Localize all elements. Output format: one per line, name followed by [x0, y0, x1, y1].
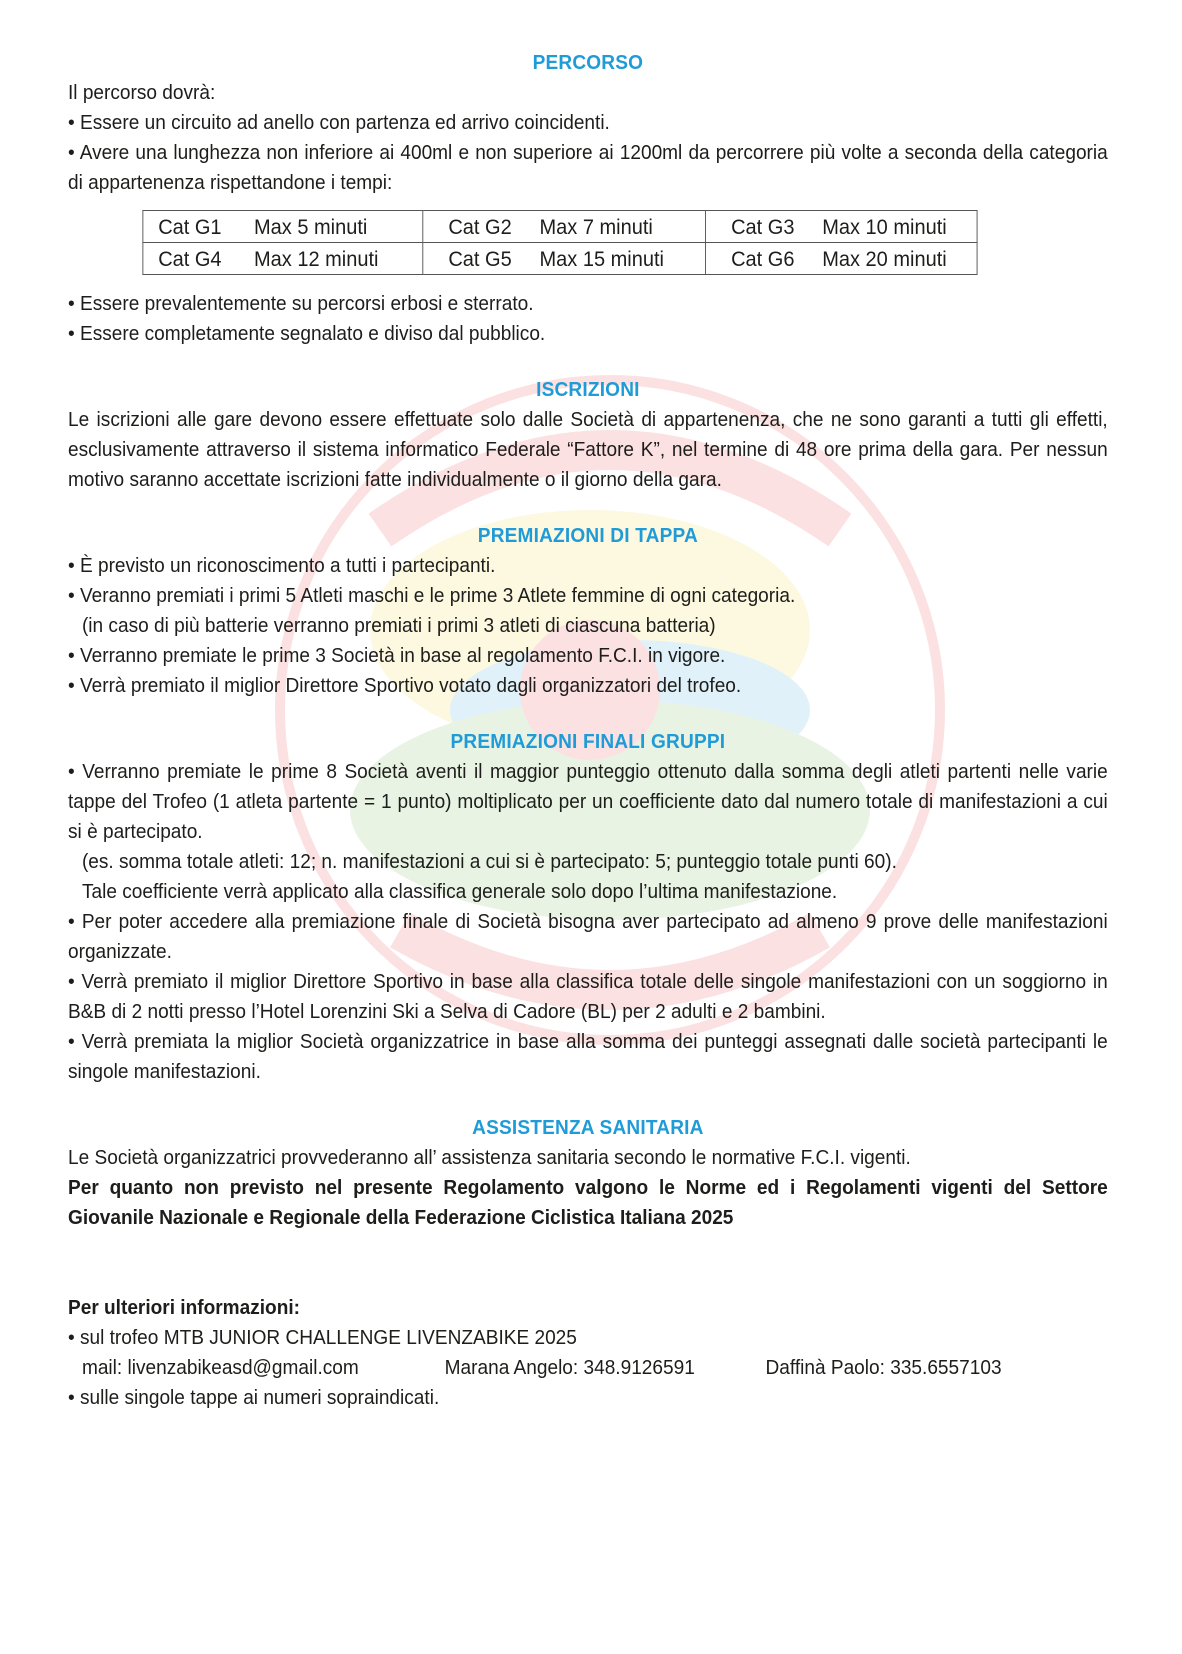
assistenza-bold-text: Per quanto non previsto nel presente Regolamento valgono le Norme ed i Regolamenti vigenti del Settore Giovanile Nazionale e Regionale della Federazione Ciclistica Italiana 2025: [68, 1176, 1108, 1229]
category-label: Cat G2: [448, 214, 512, 239]
finali-bullet-1-note: Tale coefficiente verrà applicato alla classifica generale solo dopo l’ultima manifestazione.: [81, 880, 838, 903]
category-label: Cat G6: [731, 246, 795, 271]
max-time: Max 15 minuti: [539, 246, 664, 271]
contact-marana: Marana Angelo: 348.9126591: [444, 1356, 695, 1379]
finali-bullet-4: • Verrà premiata la miglior Società organizzatrice in base alla somma dei punteggi assegnati dalle società partecipanti le singole manifestazioni.: [68, 1030, 1108, 1083]
contact-daffina: Daffinà Paolo: 335.6557103: [765, 1356, 1002, 1379]
max-time: Max 5 minuti: [254, 214, 368, 239]
section-title-premiazioni-tappa: PREMIAZIONI DI TAPPA: [477, 524, 698, 547]
tappa-bullet-1: • È previsto un riconoscimento a tutti i partecipanti.: [68, 554, 496, 577]
table-row: [143, 211, 977, 243]
max-time: Max 20 minuti: [822, 246, 947, 271]
finali-bullet-1: • Verranno premiate le prime 8 Società aventi il maggior punteggio ottenuto dalla somma degli atleti partenti nelle varie tappe del Trofeo (1 atleta partente = 1 punto) moltiplicato per un coefficiente dato dal numero totale di manifestazioni a cui si è partecipato.: [68, 760, 1108, 843]
category-label: Cat G1: [158, 214, 222, 239]
max-time: Max 10 minuti: [822, 214, 947, 239]
category-label: Cat G3: [731, 214, 795, 239]
percorso-bullet-4: • Essere completamente segnalato e diviso dal pubblico.: [68, 322, 546, 345]
percorso-bullet-1: • Essere un circuito ad anello con partenza ed arrivo coincidenti.: [68, 111, 610, 134]
finali-bullet-1-example: (es. somma totale atleti: 12; n. manifestazioni a cui si è partecipato: 5; punteggio totale punti 60).: [81, 850, 897, 873]
info-bullet-2: • sulle singole tappe ai numeri sopraindicati.: [68, 1386, 440, 1409]
info-title: Per ulteriori informazioni:: [68, 1296, 300, 1319]
percorso-bullet-3: • Essere prevalentemente su percorsi erbosi e sterrato.: [68, 292, 534, 315]
tappa-bullet-2: • Veranno premiati i primi 5 Atleti maschi e le prime 3 Atlete femmine di ogni categoria.: [68, 584, 796, 607]
table-cell: [706, 243, 978, 275]
table-cell: [143, 243, 423, 275]
section-title-percorso: PERCORSO: [532, 51, 644, 74]
table-cell: [423, 211, 706, 243]
category-label: Cat G4: [158, 246, 222, 271]
regulation-page: [68, 48, 1108, 1413]
max-time: Max 12 minuti: [254, 246, 379, 271]
table-row: [143, 243, 977, 275]
tappa-bullet-2-note: (in caso di più batterie verranno premiati i primi 3 atleti di ciascuna batteria): [81, 614, 716, 637]
contact-email: mail: livenzabikeasd@gmail.com: [81, 1356, 359, 1379]
max-time: Max 7 minuti: [539, 214, 653, 239]
table-cell: [143, 211, 423, 243]
finali-bullet-2: • Per poter accedere alla premiazione finale di Società bisogna aver partecipato ad almeno 9 prove delle manifestazioni organizzate.: [68, 910, 1108, 963]
info-bullet-1: • sul trofeo MTB JUNIOR CHALLENGE LIVENZABIKE 2025: [68, 1326, 577, 1349]
category-time-table: [142, 210, 977, 275]
tappa-bullet-4: • Verrà premiato il miglior Direttore Sportivo votato dagli organizzatori del trofeo.: [68, 674, 742, 697]
section-title-assistenza: ASSISTENZA SANITARIA: [472, 1116, 704, 1139]
table-cell: [706, 211, 978, 243]
section-title-iscrizioni: ISCRIZIONI: [536, 378, 640, 401]
tappa-bullet-3: • Verranno premiate le prime 3 Società in base al regolamento F.C.I. in vigore.: [68, 644, 726, 667]
percorso-intro: Il percorso dovrà:: [68, 81, 216, 104]
contact-row: [68, 1353, 1108, 1383]
table-cell: [423, 243, 706, 275]
iscrizioni-text: Le iscrizioni alle gare devono essere effettuate solo dalle Società di appartenenza, che ne sono garanti a tutti gli effetti, esclusivamente attraverso il sistema informatico Federale “Fattore K”, nel termine di 48 ore prima della gara. Per nessun motivo saranno accettate iscrizioni fatte individualmente o il giorno della gara.: [68, 408, 1108, 491]
finali-bullet-3: • Verrà premiato il miglior Direttore Sportivo in base alla classifica totale delle singole manifestazioni con un soggiorno in B&B di 2 notti presso l’Hotel Lorenzini Ski a Selva di Cadore (BL) per 2 adulti e 2 bambini.: [68, 970, 1108, 1023]
category-label: Cat G5: [448, 246, 512, 271]
assistenza-text: Le Società organizzatrici provvederanno all’ assistenza sanitaria secondo le normative F.C.I. vigenti.: [68, 1146, 911, 1169]
percorso-bullet-2: • Avere una lunghezza non inferiore ai 400ml e non superiore ai 1200ml da percorrere più volte a seconda della categoria di appartenenza rispettandone i tempi:: [68, 141, 1108, 194]
section-title-premiazioni-finali: PREMIAZIONI FINALI GRUPPI: [450, 730, 726, 753]
